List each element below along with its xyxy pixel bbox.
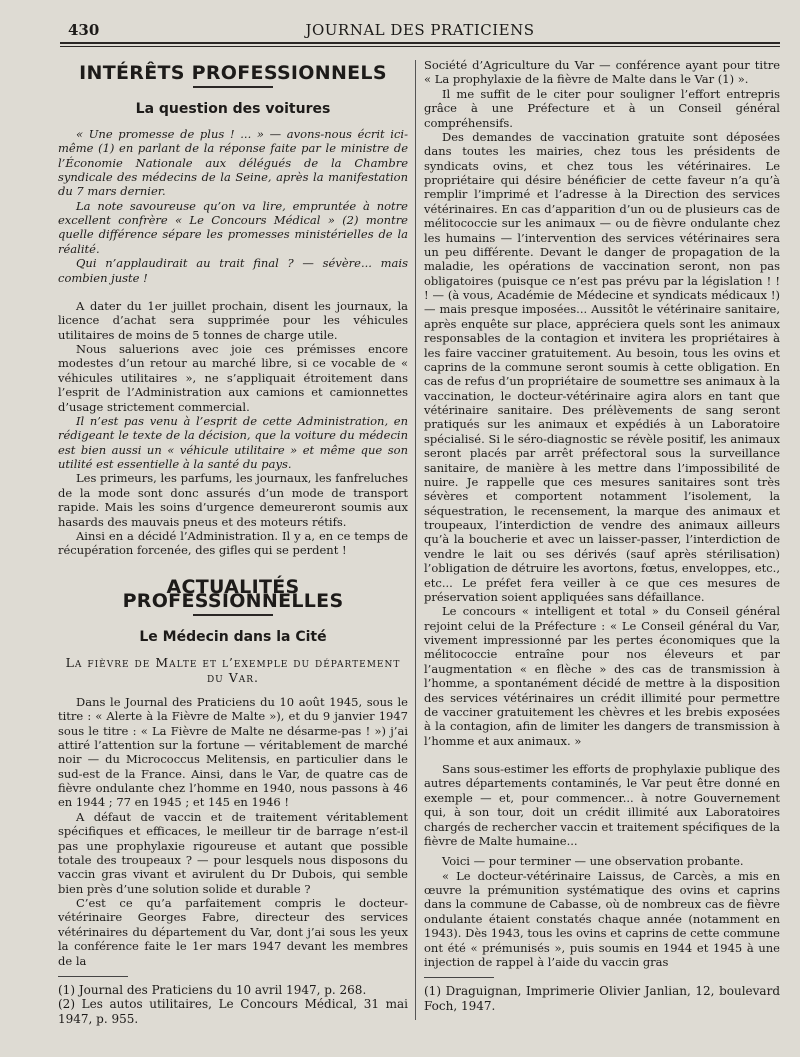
article-title-medecin: Le Médecin dans la Cité [139,629,327,646]
body-paragraph: Société d’Agriculture du Var — conférence ayant pour titre « La prophylaxie de la fièvre de Malte dans le Var (1) ». [424,58,780,87]
header-rule-thin [60,46,780,47]
section-title-interets: INTÉRÊTS PROFESSIONNELS [79,62,387,84]
page-header [60,18,780,42]
intro-paragraph: « Une promesse de plus ! ... » — avons-nous écrit ici-même (1) en parlant de la réponse faite par le ministre de l’Économie Nationale aux délégués de la Chambre syndicale des médecins de la Seine, après la manifestation du 7 mars dernier. [58,126,408,199]
right-footnotes [424,984,780,1013]
journal-title: JOURNAL DES PRATICIENS [305,21,535,39]
body-paragraph: Voici — pour terminer — une observation probante. [442,854,744,869]
column-divider [415,60,416,1020]
article-subtitle: La fièvre de Malte et l’exemple du département du Var. [65,654,401,685]
body-paragraph: « Le docteur-vétérinaire Laissus, de Carcès, a mis en œuvre la prémunition systématique des ovins et caprins dans la commune de Cabasse, où de nombreux cas de fièvre ondulante étaient constatés chaque année (notamment en 1943). Dès 1943, tous les ovins et caprins de cette commune ont été « prémunisés », puis soumis en 1944 et 1945 à une injection de rappel à l’aide du vaccin gras [424,868,780,969]
section-title-actualites: ACTUALITÉS PROFESSIONNELLES [122,575,344,612]
body-paragraph: Ainsi en a décidé l’Administration. Il y a, en ce temps de récupération forcenée, des gifles qui se perdent ! [58,528,408,558]
footnote-rule [58,976,128,977]
section-underline [193,614,273,616]
footnote-rule [424,977,494,978]
page-number: 430 [68,21,100,39]
body-paragraph: Il me suffit de le citer pour souligner l’effort entrepris grâce à une Préfecture et à un Conseil général compréhensifs. [424,86,780,130]
right-column [424,58,780,1013]
body-paragraph: Les primeurs, les parfums, les journaux, les fanfreluches de la mode sont donc assurés d’un mode de transport rapide. Mais les soins d’urgence demeureront soumis aux hasards des mauvais pneus et des moteurs rétifs. [58,471,408,529]
intro-paragraph: La note savoureuse qu’on va lire, empruntée à notre excellent confrère « Le Concours Médical » (2) montre quelle différence sépare les promesses ministérielles de la réalité. [58,198,408,256]
intro-paragraph: Qui n’applaudirait au trait final ? — sévère... mais combien juste ! [58,256,408,285]
left-column [58,58,408,1026]
body-paragraph: A défaut de vaccin et de traitement véritablement spécifiques et efficaces, le meilleur tir de barrage n’est-il pas une prophylaxie rigoureuse et autant que possible totale des troupeaux ? — pour lesquels nous disposons du vaccin gras vivant et avirulent du Dr Dubois, qui semble bien près d’une solution solide et durable ? [58,809,408,896]
section-underline [193,86,273,88]
body-paragraph: Nous saluerions avec joie ces prémisses encore modestes d’un retour au marché libre, si ce vocable de « véhicules utilitaires », ne s’appliquait étroitement dans l’esprit de l’Administration aux camions et camionnettes d’usage strictement commercial. [58,342,408,414]
body-paragraph: Des demandes de vaccination gratuite sont déposées dans toutes les mairies, chez tous les présidents de syndicats ovins, et chez tous les vétérinaires. Le propriétaire qui désire bénéficier de cette faveur n’a qu’à remplir l’imprimé et l’adresse à la Direction des services vétérinaires. En cas d’apparition d’un ou de plusieurs cas de mélitococcie sur les animaux — ou de fièvre ondulante chez les humains — l’intervention des services vétérinaires sera un peu différente. Devant le danger de propagation de la maladie, les opérations de vaccination seront, non pas obligatoires (puisque ce n’est pas prévu par la législation ! ! ! — (à vous, Académie de Médecine et syndicats médicaux !) — mais presque imposées... Aussitôt le vétérinaire sanitaire, après enquête sur place, appréciera quels sont les animaux responsables de la contagion et invitera les propriétaires à les faire vacciner gratuitement. Au besoin, tous les ovins et caprins de la commune seront soumis à cette obligation. En cas de refus d’un propriétaire de soumettre ses animaux à la vaccination, le docteur-vétérinaire agira alors en tant que vétérinaire sanitaire. Des prélèvements de sang seront pratiqués sur les animaux et expédiés à un Laboratoire spécialisé. Si le séro-diagnostic se révèle positif, les animaux seront placés par arrêt préfectoral sous la surveillance sanitaire, de manière à les mettre dans l’impossibilité de nuire. Je rappelle que ces mesures sanitaires sont très sévères et comportent notamment l’isolement, la séquestration, le recensement, la marque des animaux et troupeaux, l’interdiction de vendre des animaux ailleurs qu’à la boucherie et avec un laisser-passer, l’interdiction de vendre le lait ou ses dérivés (sauf après stérilisation) l’obligation de détruire les avortons, fœtus, enveloppes, etc., etc... Le préfet fera veiller à ce que ces mesures de préservation soient appliquées sans défaillance. [424,129,780,604]
article-title-voitures: La question des voitures [135,101,331,118]
body-paragraph: Sans sous-estimer les efforts de prophylaxie publique des autres départements contaminés, le Var peut être donné en exemple — et, pour commencer... à notre Gouvernement qui, à son tour, doit un crédit illimité aux Laboratoires chargés de rechercher vaccin et traitement spécifiques de la fièvre de Malte humaine... [424,762,780,848]
footnote: (2) Les autos utilitaires, Le Concours Médical, 31 mai 1947, p. 955. [58,997,408,1026]
left-footnotes [58,983,408,1027]
header-rule [60,42,780,44]
body-paragraph: Dans le Journal des Praticiens du 10 août 1945, sous le titre : « Alerte à la Fièvre de Malte »), et du 9 janvier 1947 sous le titre : « La Fièvre de Malte ne désarme-pas ! ») j’ai attiré l’attention sur la fortune — véritablement de marché noir — du Micrococcus Melitensis, en particulier dans le sud-est de la France. Ainsi, dans le Var, de quatre cas de fièvre ondulante chez l’homme en 1940, nous passons à 46 en 1944 ; 77 en 1945 ; et 145 en 1946 ! [58,694,408,810]
footnote: (1) Draguignan, Imprimerie Olivier Janlian, 12, boulevard Foch, 1947. [424,984,780,1013]
body-paragraph: C’est ce qu’a parfaitement compris le docteur-vétérinaire Georges Fabre, directeur des services vétérinaires du département du Var, dont j’ai sous les yeux la conférence faite le 1er mars 1947 devant les membres de la [58,896,408,968]
footnote: (1) Journal des Praticiens du 10 avril 1947, p. 268. [58,982,367,997]
body-paragraph: Il n’est pas venu à l’esprit de cette Administration, en rédigeant le texte de la décision, que la voiture du médecin est bien aussi un « véhicule utilitaire » et même que son utilité est essentielle à la santé du pays. [58,413,408,471]
body-paragraph: A dater du 1er juillet prochain, disent les journaux, la licence d’achat sera supprimée pour les véhicules utilitaires de moins de 5 tonnes de charge utile. [58,298,408,342]
body-paragraph: Le concours « intelligent et total » du Conseil général rejoint celui de la Préfecture : « Le Conseil général du Var, vivement impressionné par les pertes économiques que la mélitococcie entraîne pour nos éleveurs et par l’augmentation « en flèche » des cas de transmission à l’homme, a spontanément décidé de mettre à la disposition des services vétérinaires un crédit illimité pour permettre de vacciner gratuitement les chèvres et les brebis exposées à la contagion, afin de limiter les dangers de transmission à l’homme et aux animaux. » [424,604,780,748]
